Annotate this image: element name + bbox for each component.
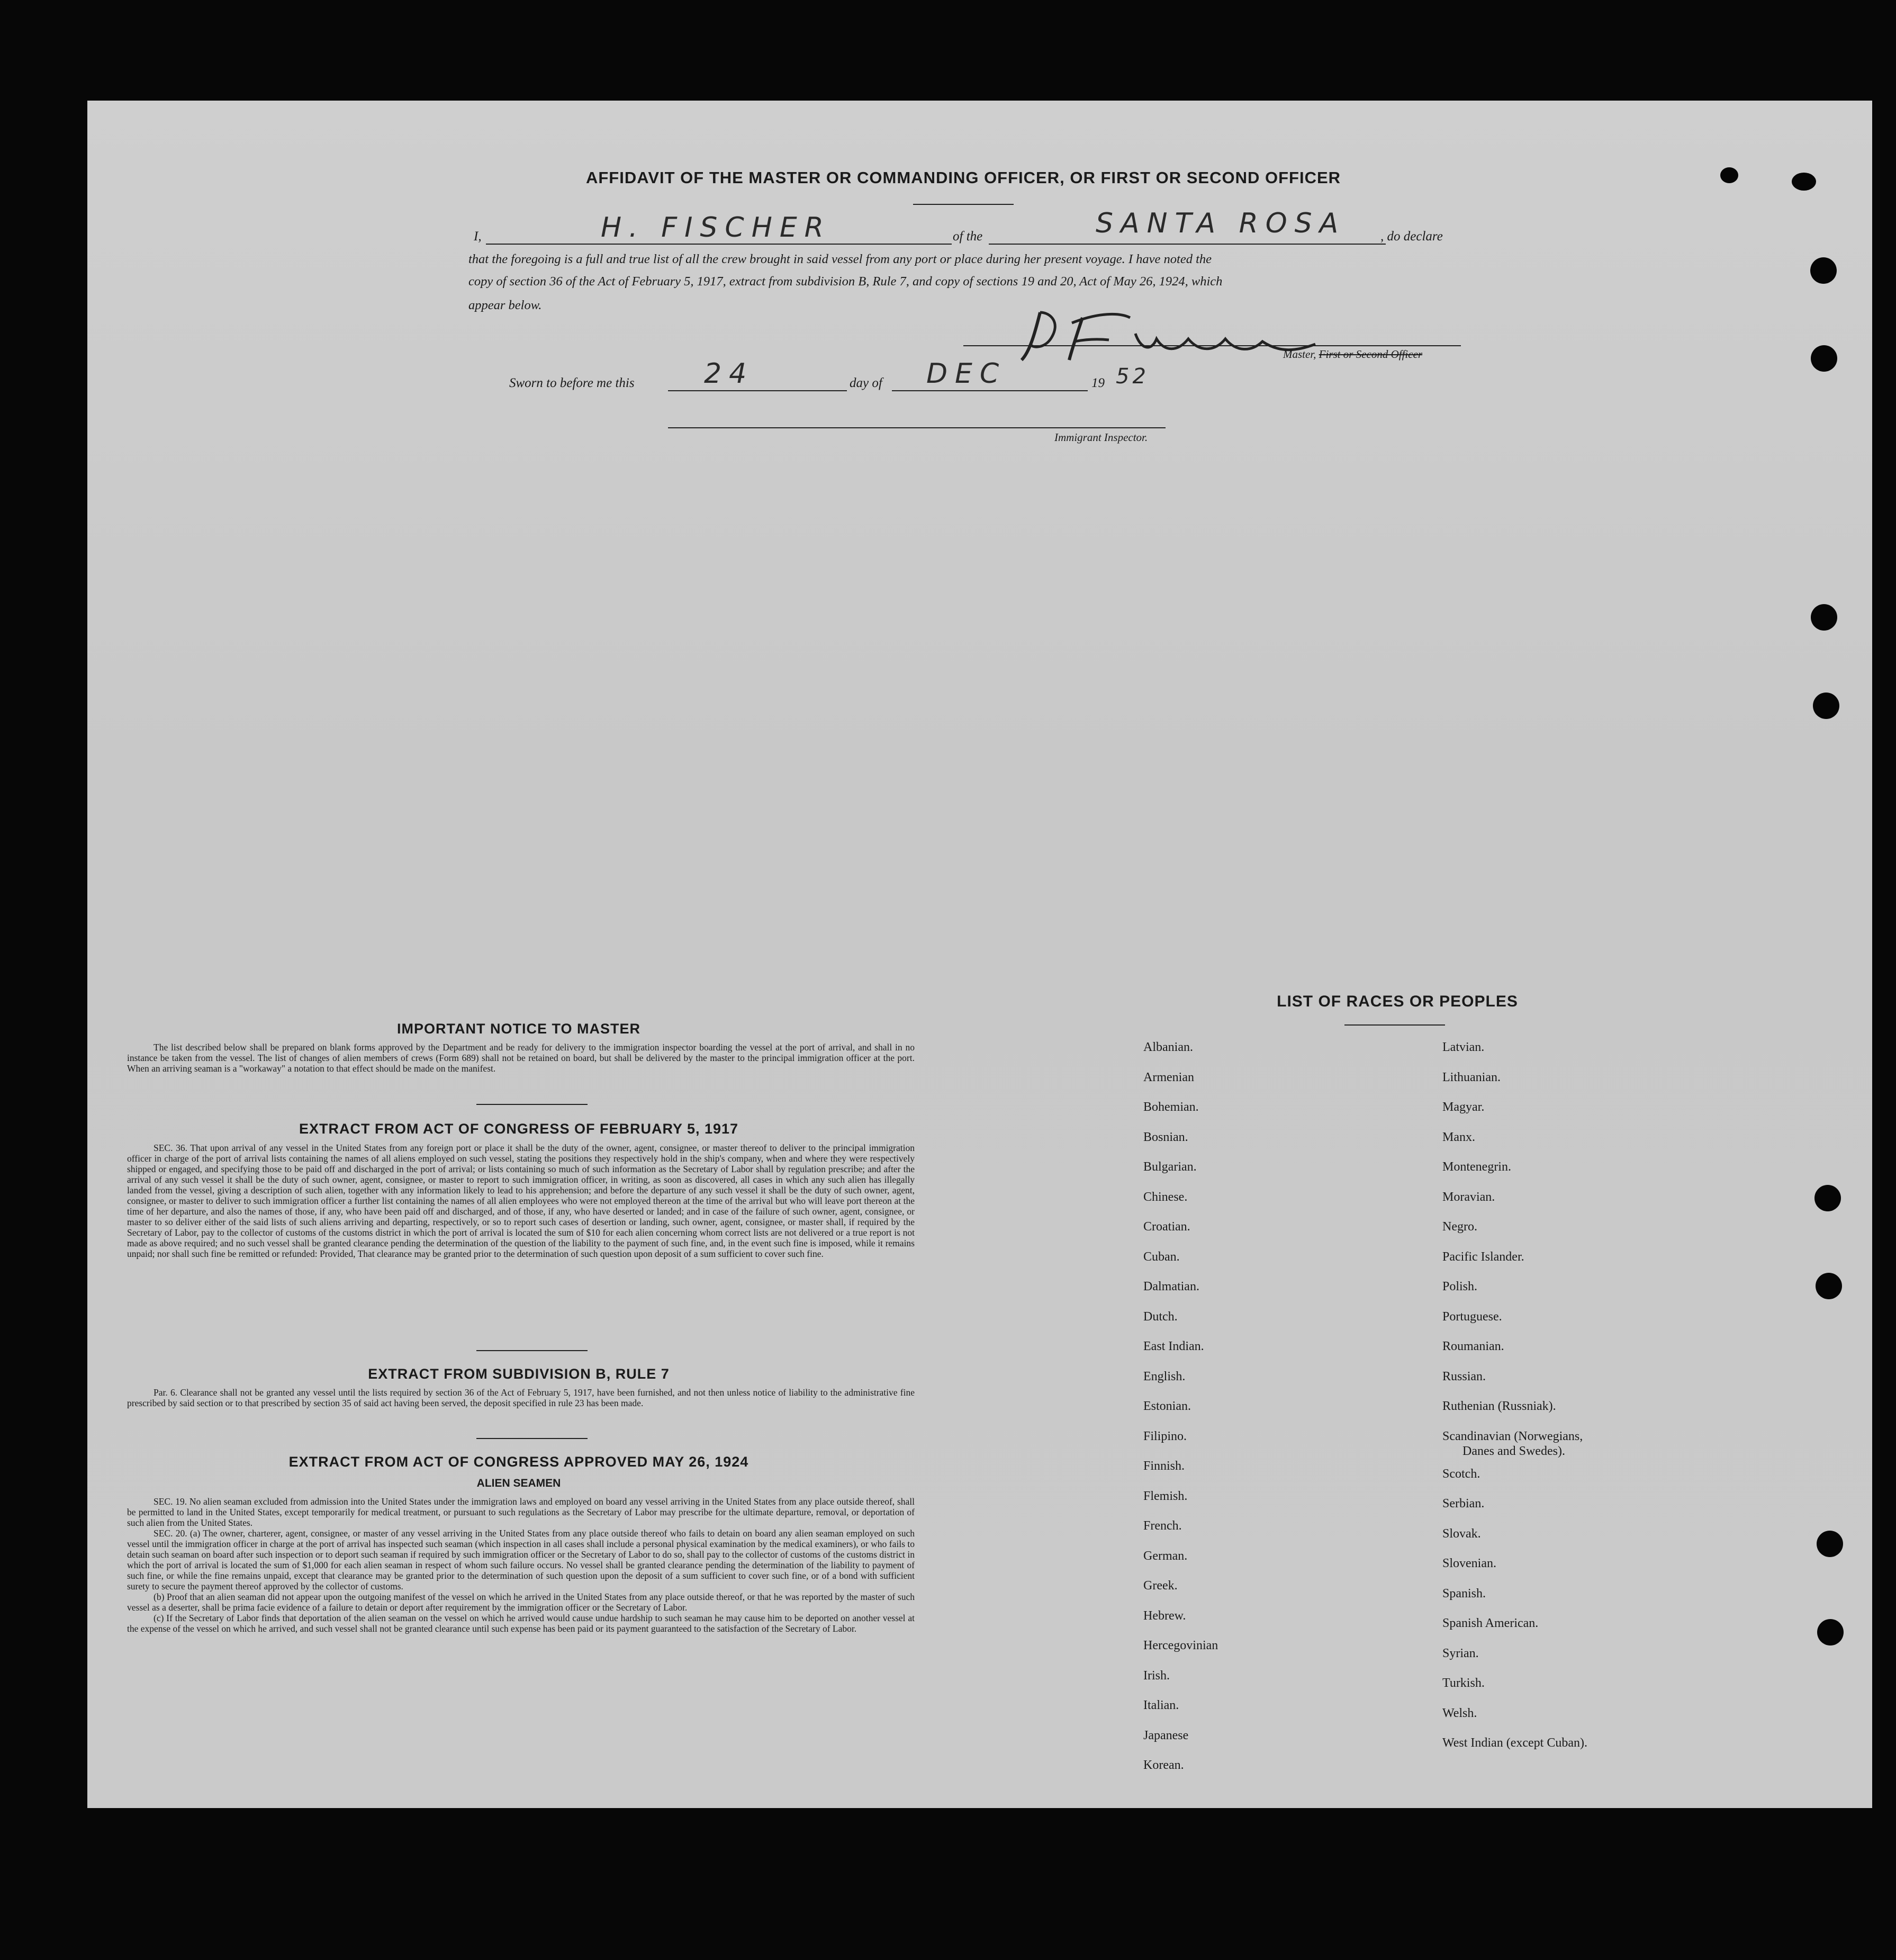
section-36-paragraph: SEC. 36. That upon arrival of any vessel in the United States from any foreign port or place it shall be the duty of the owner, agent, consignee, or master thereof to deliver to the principal immigration officer in charge of the port of arrival lists containing the names of all aliens employed on such vessel, stating the positions they respectively hold in the ship's company, when and where they were respectively shipped or engaged, and specifying those to be paid off and discharged in the port of arrival; or lists containing so much of such information as the Secretary of Labor shall by regulation prescribe; and after the arrival of any such vessel it shall be the duty of such owner, agent, consignee, or master to report to such immigration officer, in writing, as soon as discovered, all cases in which any such alien has illegally landed from the vessel, giving a description of such alien, together with any information likely to lead to his apprehension; and before the departure of any such vessel it shall be the duty of such owner, agent, consignee, or master to deliver to such immigration officer a further list containing the names of all alien employees who were not employed thereon at the time of the arrival but who will leave port thereon at the time of her departure, and also the names of those, if any, who have been paid off and discharged, and of those, if any, who have deserted or landed; and in case of the failure of such owner, agent, consignee, or master to so deliver either of the said lists of such aliens arriving and departing, respectively, or so to report such cases of desertion or landing, such owner, agent, consignee, or master shall, if required by the Secretary of Labor, pay to the collector of customs of the customs district in which the port of arrival is located the sum of $10 for each alien concerning whom correct lists are not delivered or a true report is not made as above required; and no such vessel shall be granted clearance pending the determination of the question of the liability to the payment of such fine, and, in the event such fine is imposed, while it remains unpaid; nor shall such fine be remitted or refunded: Provided, That clearance may be granted prior to the determination of such question upon deposit of a sum sufficient to cover such fine. [127,1143,915,1259]
punch-hole [1816,1273,1842,1299]
punch-hole [1817,1531,1843,1557]
sworn-day-line [668,390,847,391]
race-item: Moravian. [1442,1190,1495,1204]
sworn-label: Sworn to before me this [509,376,635,390]
race-item: Chinese. [1143,1190,1188,1204]
signature-caption [1283,348,1422,361]
punch-hole [1813,693,1839,719]
race-item: Spanish American. [1442,1616,1539,1630]
race-item: Lithuanian. [1442,1070,1501,1084]
race-item: East Indian. [1143,1339,1204,1353]
punch-hole [1792,173,1816,191]
notice-paragraph: The list described below shall be prepared on blank forms approved by the Department and be ready for delivery to the immigration inspector boarding the vessel at the port of arrival, and shall in no instance be taken from the vessel. The list of changes of alien members of crews (Form 689) shall not be retained on board, but shall be delivered by the master to the principal immigration officer at the port. When an arriving seaman is a "workaway" a notation to that effect should be made on the manifest. [127,1042,915,1074]
race-item: Polish. [1442,1280,1478,1293]
race-item: Dalmatian. [1143,1280,1199,1293]
race-item: Flemish. [1143,1489,1188,1503]
title-divider [913,204,1014,205]
affidavit-title: AFFIDAVIT OF THE MASTER OR COMMANDING OFFICER, OR FIRST OR SECOND OFFICER [585,168,1341,187]
race-item: Negro. [1442,1220,1477,1234]
master-name-handwritten: H. FISCHER [601,212,831,244]
punch-hole [1810,257,1837,284]
of-the-label: of the [953,229,983,244]
race-item: Latvian. [1442,1040,1485,1054]
race-item: Dutch. [1143,1309,1178,1324]
master-caption: Master, [1283,348,1316,361]
race-item: Ruthenian (Russniak). [1442,1399,1556,1413]
race-item: Russian. [1442,1369,1486,1383]
punch-hole [1817,1619,1844,1646]
year-suffix-handwritten: 52 [1116,364,1149,389]
sworn-month-handwritten: DEC [926,358,1007,390]
notice-text [127,1042,915,1074]
alien-seamen-subheading: ALIEN SEAMEN [476,1477,561,1489]
punch-hole [1720,167,1738,183]
races-column-1 [1143,1032,1218,1781]
race-item: Estonian. [1143,1399,1191,1413]
extract-1917-text [127,1143,915,1259]
race-item: English. [1143,1369,1186,1383]
race-item: French. [1143,1519,1182,1533]
section-20b-paragraph: (b) Proof that an alien seaman did not appear upon the outgoing manifest of the vessel on which he arrived in the United States from any place outside thereof, or that he was reported by the master of such vessel as a deserter, shall be prima facie evidence of a failure to detain or deport after requirement by the immigration officer or the Secretary of Labor. [127,1592,915,1613]
races-column-2 [1442,1032,1587,1758]
race-item: Scotch. [1442,1467,1480,1481]
race-item: Hercegovinian [1143,1639,1218,1652]
race-item: Welsh. [1442,1706,1477,1720]
race-item: Armenian [1143,1070,1194,1084]
rule-7-text [127,1387,915,1408]
master-name-line [486,244,952,245]
extract-1924-heading: EXTRACT FROM ACT OF CONGRESS APPROVED MAY 26, 1924 [288,1454,749,1470]
race-item: Roumanian. [1442,1339,1504,1353]
affidavit-body-line-3: appear below. [468,298,542,312]
race-item: Italian. [1143,1698,1179,1712]
race-item: Spanish. [1442,1586,1486,1601]
race-item: Hebrew. [1143,1608,1186,1623]
vessel-name-line [989,244,1386,245]
section-19-paragraph: SEC. 19. No alien seaman excluded from admission into the United States under the immigration laws and employed on board any vessel arriving in the United States from any place outside thereof, shall be permitted to land in the United States, except temporarily for medical treatment, or pursuant to such regulations as the Secretary of Labor may prescribe for the ultimate departure, removal, or deportation of such alien from the United States. [127,1496,915,1528]
race-item: Slovenian. [1442,1557,1496,1570]
affidavit-body-line-1: that the foregoing is a full and true list of all the crew brought in said vessel from any port or place during her present voyage. I have noted the [468,252,1212,266]
race-item: Greek. [1143,1579,1178,1593]
race-item: Turkish. [1442,1676,1485,1690]
race-item: Bosnian. [1143,1130,1188,1144]
rule-7-heading: EXTRACT FROM SUBDIVISION B, RULE 7 [368,1366,670,1382]
race-item: Serbian. [1442,1497,1485,1511]
extract-1917-divider [476,1350,588,1351]
notice-heading: IMPORTANT NOTICE TO MASTER [397,1021,640,1037]
race-item: German. [1143,1549,1188,1563]
do-declare-label: , do declare [1380,229,1443,244]
race-item: Syrian. [1442,1646,1479,1660]
master-signature [1019,302,1326,365]
punch-hole [1811,604,1837,631]
race-item: Filipino. [1143,1429,1187,1443]
par-6-paragraph: Par. 6. Clearance shall not be granted any vessel until the lists required by section 36 of the Act of February 5, 1917, have been furnished, and not then unless notice of liability to the administrative fine prescribed by said section or to that prescribed by section 35 of said act having been served, the deposit specified in rule 23 has been made. [127,1387,915,1408]
section-20c-paragraph: (c) If the Secretary of Labor finds that deportation of the alien seaman on the vessel on which he arrived would cause undue hardship to such seaman he may cause him to be deported on another vessel at the expense of the vessel on which he arrived, and such vessel shall not be granted clearance until such expense has been paid or its payment guaranteed to the satisfaction of the Secretary of Labor. [127,1613,915,1634]
notice-divider [476,1104,588,1105]
races-heading: LIST OF RACES OR PEOPLES [1277,993,1518,1010]
section-20a-paragraph: SEC. 20. (a) The owner, charterer, agent, consignee, or master of any vessel arriving in the United States from any place outside thereof who fails to detain on board any alien seaman employed on such vessel until the immigration officer in charge at the port of arrival has inspected such seaman (which inspection in all cases shall include a personal physical examination by the medical examiners), or who fails to detain such seaman on board after such inspection or to deport such seaman if required by such immigration officer or the Secretary of Labor to do so, shall pay to the collector of customs of the customs district in which the port of arrival is located the sum of $1,000 for each alien seaman in respect of whom such failure occurs. No vessel shall be granted clearance pending the determination of the liability to payment of such fine, or while the fine remains unpaid, except that clearance may be granted prior to the determination of such question upon the deposit of a sum sufficient to cover such fine, or of a bond with sufficient surety to secure the payment thereof approved by the collector of customs. [127,1528,915,1592]
struck-officer-caption: First or Second Officer [1319,348,1423,361]
extract-1924-text [127,1496,915,1634]
vessel-name-handwritten: SANTA ROSA [1096,208,1346,239]
affidavit-body-line-2: copy of section 36 of the Act of February 5, 1917, extract from subdivision B, Rule 7, and copy of sections 19 and 20, Act of May 26, 1924, which [468,274,1223,289]
punch-hole [1814,1185,1841,1211]
sworn-day-handwritten: 24 [704,358,754,390]
punch-hole [1811,345,1837,372]
inspector-caption: Immigrant Inspector. [1054,431,1148,444]
races-divider [1344,1024,1445,1026]
extract-1917-heading: EXTRACT FROM ACT OF CONGRESS OF FEBRUARY 5, 1917 [299,1121,739,1137]
race-item: Croatian. [1143,1220,1190,1234]
i-label: I, [474,229,482,244]
signature-line [963,345,1461,346]
race-item: Pacific Islander. [1442,1249,1524,1264]
sworn-month-line [892,390,1088,391]
race-item: Cuban. [1143,1249,1180,1264]
race-item: Manx. [1442,1130,1475,1144]
inspector-signature-line [668,427,1166,428]
race-item: Bohemian. [1143,1100,1199,1114]
race-item: Bulgarian. [1143,1160,1197,1174]
race-item: Danes and Swedes). [1462,1444,1565,1458]
race-item: Japanese [1143,1728,1189,1742]
race-item: Scandinavian (Norwegians, [1442,1429,1583,1443]
race-item: Albanian. [1143,1040,1193,1054]
race-item: Slovak. [1442,1526,1481,1541]
race-item: Irish. [1143,1668,1170,1683]
race-item: Finnish. [1143,1459,1185,1473]
race-item: Montenegrin. [1442,1160,1511,1174]
race-item: Magyar. [1442,1100,1485,1114]
race-item: Portuguese. [1442,1309,1502,1324]
year-prefix: 19 [1091,376,1105,390]
rule-7-divider [476,1438,588,1439]
day-of-label: day of [850,376,882,390]
race-item: Korean. [1143,1758,1184,1772]
race-item: West Indian (except Cuban). [1442,1736,1587,1750]
